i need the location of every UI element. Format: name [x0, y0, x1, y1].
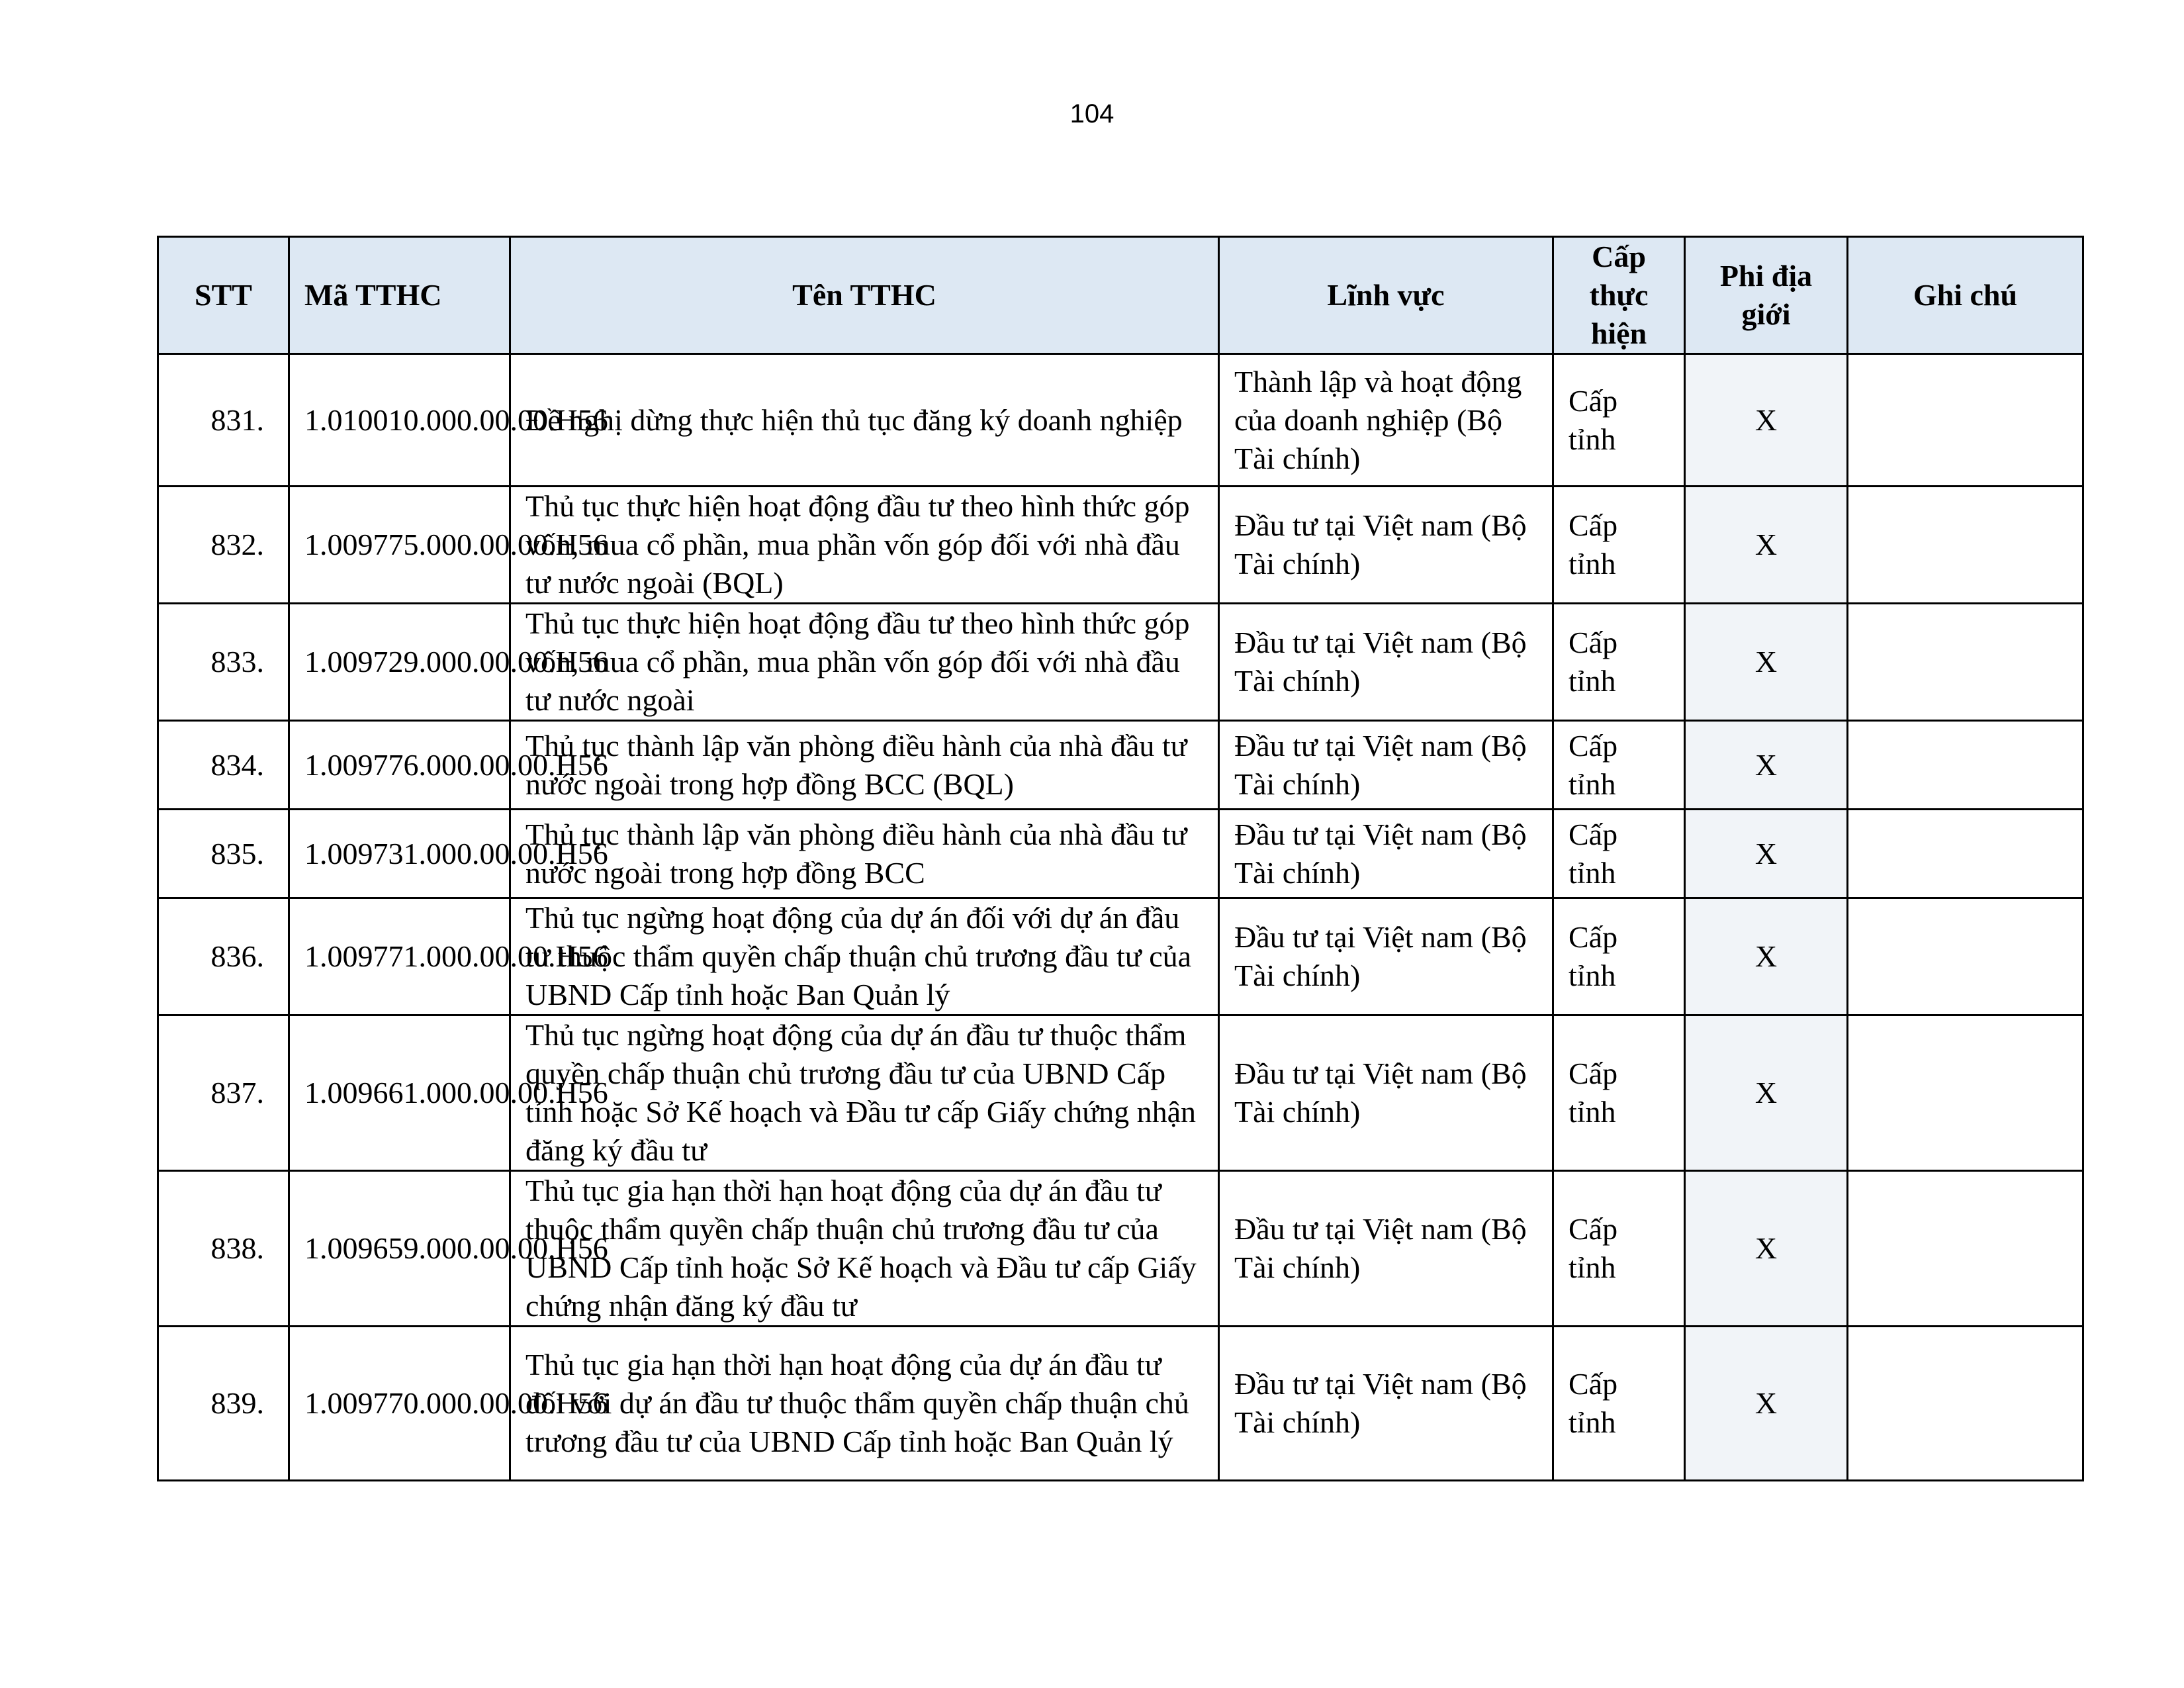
cell-name: Đề nghị dừng thực hiện thủ tục đăng ký doanh nghiệp — [510, 354, 1219, 487]
cell-stt: 836. — [158, 898, 289, 1015]
cell-field: Đầu tư tại Việt nam (Bộ Tài chính) — [1219, 1015, 1553, 1171]
cell-level: Cấp tỉnh — [1553, 721, 1685, 810]
cell-level: Cấp tỉnh — [1553, 810, 1685, 898]
cell-name: Thủ tục ngừng hoạt động của dự án đối với dự án đầu tư thuộc thẩm quyền chấp thuận chủ trương đầu tư của UBND Cấp tỉnh hoặc Ban Quản lý — [510, 898, 1219, 1015]
table-row — [158, 487, 2083, 604]
cell-stt: 832. — [158, 487, 289, 604]
cell-note — [1848, 604, 2083, 721]
cell-flag: X — [1685, 898, 1848, 1015]
cell-name: Thủ tục gia hạn thời hạn hoạt động của dự án đầu tư thuộc thẩm quyền chấp thuận chủ trương đầu tư của UBND Cấp tỉnh hoặc Sở Kế hoạch và Đầu tư cấp Giấy chứng nhận đăng ký đầu tư — [510, 1171, 1219, 1327]
cell-level: Cấp tỉnh — [1553, 354, 1685, 487]
cell-code: 1.009775.000.00.00.H56 — [289, 487, 510, 604]
cell-level: Cấp tỉnh — [1553, 487, 1685, 604]
cell-name: Thủ tục thực hiện hoạt động đầu tư theo hình thức góp vốn, mua cổ phần, mua phần vốn góp đối với nhà đầu tư nước ngoài — [510, 604, 1219, 721]
cell-level: Cấp tỉnh — [1553, 898, 1685, 1015]
cell-field: Đầu tư tại Việt nam (Bộ Tài chính) — [1219, 810, 1553, 898]
cell-stt: 839. — [158, 1327, 289, 1481]
cell-stt: 837. — [158, 1015, 289, 1171]
cell-field: Đầu tư tại Việt nam (Bộ Tài chính) — [1219, 1171, 1553, 1327]
table-row — [158, 1171, 2083, 1327]
table-row — [158, 721, 2083, 810]
cell-level: Cấp tỉnh — [1553, 1171, 1685, 1327]
cell-name: Thủ tục ngừng hoạt động của dự án đầu tư thuộc thẩm quyền chấp thuận chủ trương đầu tư của UBND Cấp tỉnh hoặc Sở Kế hoạch và Đầu tư cấp Giấy chứng nhận đăng ký đầu tư — [510, 1015, 1219, 1171]
cell-code: 1.009776.000.00.00.H56 — [289, 721, 510, 810]
table-row — [158, 1327, 2083, 1481]
cell-flag: X — [1685, 604, 1848, 721]
table-row — [158, 898, 2083, 1015]
cell-field: Đầu tư tại Việt nam (Bộ Tài chính) — [1219, 721, 1553, 810]
cell-flag: X — [1685, 810, 1848, 898]
cell-flag: X — [1685, 487, 1848, 604]
header-row — [158, 237, 2083, 354]
header-code: Mã TTHC — [289, 237, 510, 354]
cell-stt: 831. — [158, 354, 289, 487]
cell-stt: 833. — [158, 604, 289, 721]
cell-name: Thủ tục thành lập văn phòng điều hành của nhà đầu tư nước ngoài trong hợp đồng BCC (BQL) — [510, 721, 1219, 810]
cell-code: 1.009661.000.00.00.H56 — [289, 1015, 510, 1171]
cell-flag: X — [1685, 354, 1848, 487]
cell-flag: X — [1685, 1327, 1848, 1481]
table-row — [158, 810, 2083, 898]
cell-stt: 838. — [158, 1171, 289, 1327]
header-stt: STT — [158, 237, 289, 354]
cell-note — [1848, 721, 2083, 810]
cell-note — [1848, 1171, 2083, 1327]
cell-field: Đầu tư tại Việt nam (Bộ Tài chính) — [1219, 487, 1553, 604]
table-header — [158, 237, 2083, 354]
cell-note — [1848, 1327, 2083, 1481]
table-row — [158, 604, 2083, 721]
procedures-table — [157, 236, 2084, 1481]
cell-field: Đầu tư tại Việt nam (Bộ Tài chính) — [1219, 1327, 1553, 1481]
table-row — [158, 354, 2083, 487]
page-number: 104 — [1069, 99, 1115, 128]
cell-flag: X — [1685, 1015, 1848, 1171]
cell-field: Thành lập và hoạt động của doanh nghiệp (Bộ Tài chính) — [1219, 354, 1553, 487]
cell-field: Đầu tư tại Việt nam (Bộ Tài chính) — [1219, 898, 1553, 1015]
header-name: Tên TTHC — [510, 237, 1219, 354]
header-note: Ghi chú — [1848, 237, 2083, 354]
header-flag: Phi địa giới — [1685, 237, 1848, 354]
cell-name: Thủ tục gia hạn thời hạn hoạt động của dự án đầu tư đối với dự án đầu tư thuộc thẩm quyền chấp thuận chủ trương đầu tư của UBND Cấp tỉnh hoặc Ban Quản lý — [510, 1327, 1219, 1481]
cell-stt: 834. — [158, 721, 289, 810]
cell-flag: X — [1685, 1171, 1848, 1327]
cell-name: Thủ tục thành lập văn phòng điều hành của nhà đầu tư nước ngoài trong hợp đồng BCC — [510, 810, 1219, 898]
cell-note — [1848, 898, 2083, 1015]
cell-code: 1.009729.000.00.00.H56 — [289, 604, 510, 721]
cell-field: Đầu tư tại Việt nam (Bộ Tài chính) — [1219, 604, 1553, 721]
cell-code: 1.010010.000.00.00.H56 — [289, 354, 510, 487]
cell-note — [1848, 487, 2083, 604]
cell-code: 1.009770.000.00.00.H56 — [289, 1327, 510, 1481]
cell-code: 1.009659.000.00.00.H56 — [289, 1171, 510, 1327]
cell-flag: X — [1685, 721, 1848, 810]
cell-code: 1.009731.000.00.00.H56 — [289, 810, 510, 898]
cell-name: Thủ tục thực hiện hoạt động đầu tư theo hình thức góp vốn, mua cổ phần, mua phần vốn góp đối với nhà đầu tư nước ngoài (BQL) — [510, 487, 1219, 604]
cell-stt: 835. — [158, 810, 289, 898]
cell-level: Cấp tỉnh — [1553, 604, 1685, 721]
header-level: Cấp thực hiện — [1553, 237, 1685, 354]
cell-note — [1848, 810, 2083, 898]
cell-note — [1848, 354, 2083, 487]
cell-note — [1848, 1015, 2083, 1171]
cell-code: 1.009771.000.00.00.H56 — [289, 898, 510, 1015]
cell-level: Cấp tỉnh — [1553, 1015, 1685, 1171]
table-row — [158, 1015, 2083, 1171]
header-field: Lĩnh vực — [1219, 237, 1553, 354]
table-body — [158, 354, 2083, 1481]
cell-level: Cấp tỉnh — [1553, 1327, 1685, 1481]
